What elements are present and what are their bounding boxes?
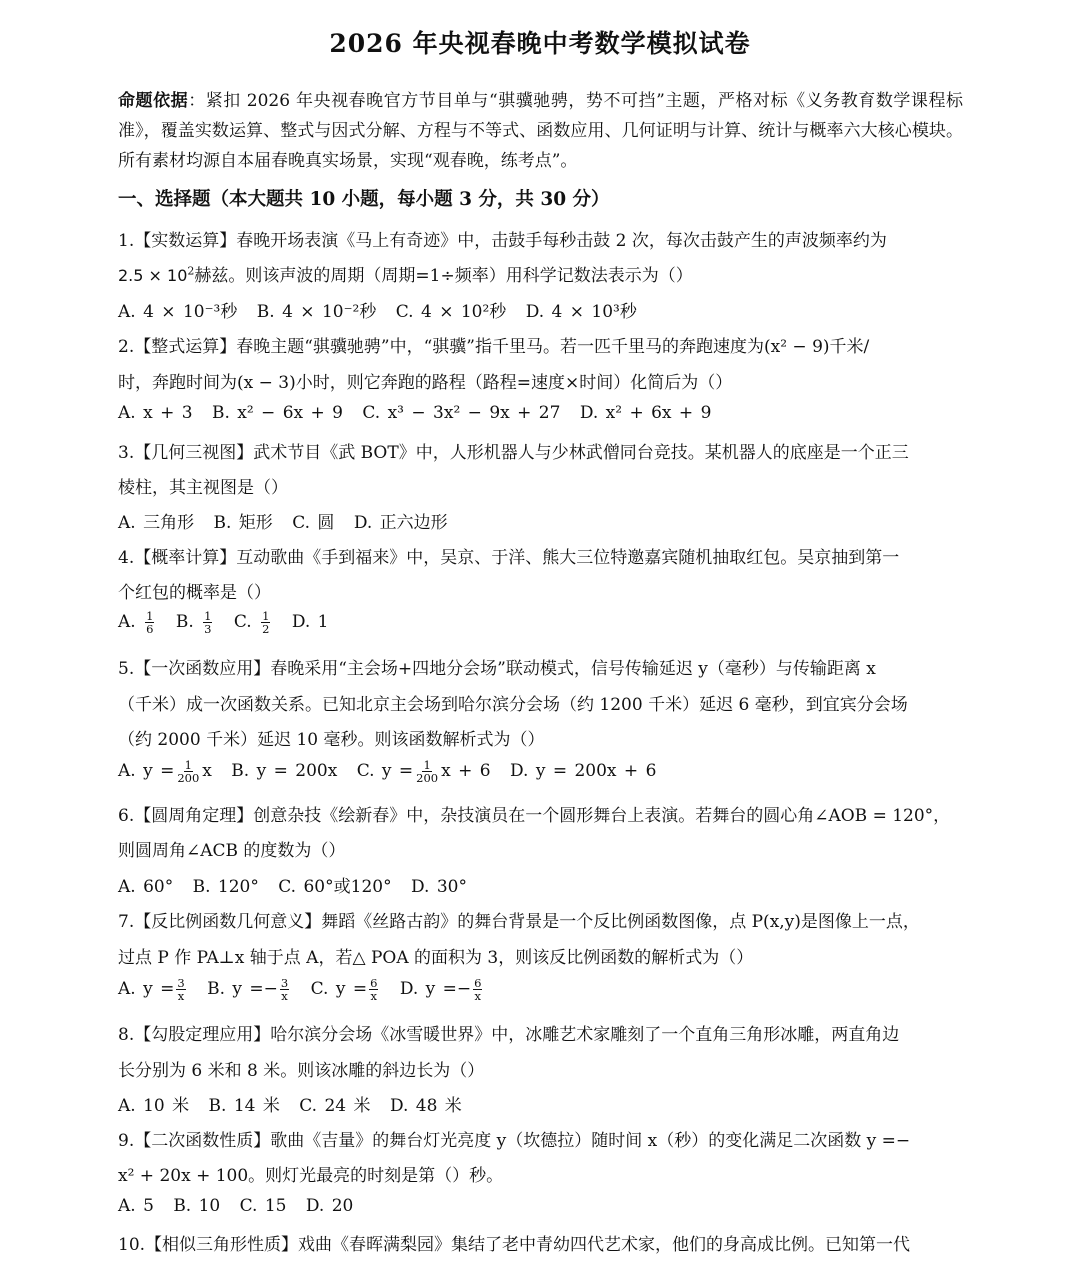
q6-line-1: 6.【圆周角定理】创意杂技《绘新春》中，杂技演员在一个圆形舞台上表演。若舞台的圆心角∠AOB = 120°，: [118, 806, 951, 826]
q10-line-1: 10.【相似三角形性质】戏曲《春晖满梨园》集结了老中青幼四代艺术家，他们的身高成比例。已知第一代: [118, 1235, 911, 1255]
q7-option-b: B. y =− $\frac{3}{x}$: [207, 976, 289, 1003]
q6-line-2: 则圆周角∠ACB 的度数为（）: [118, 841, 346, 861]
q3-option-b: B. 矩形: [213, 513, 273, 533]
q3-options: [118, 508, 460, 533]
q3-option-d: D. 正六边形: [353, 513, 448, 533]
q1-options: [118, 297, 649, 322]
q2-option-d: D. x² + 6x + 9: [579, 403, 712, 423]
q8-options: [118, 1091, 474, 1116]
q5-options: [118, 759, 668, 784]
intro-label: 命题依据: [118, 91, 189, 111]
q7-line-1: 7.【反比例函数几何意义】舞蹈《丝路古韵》的舞台背景是一个反比例函数图像，点 P(x,y)是图像上一点，: [118, 912, 920, 932]
q4-line-2: 个红包的概率是（）: [118, 583, 271, 603]
q4-b-fraction: $\frac{1}{3}$: [204, 609, 212, 636]
q5-c-fraction: $\frac{1}{200}$: [416, 758, 439, 785]
q7-option-a: A. y = $\frac{3}{x}$: [118, 976, 185, 1003]
q3-line-1: 3.【几何三视图】武术节目《武 BOT》中，人形机器人与少林武僧同台竞技。某机器人的底座是一个正三: [118, 443, 909, 463]
page-title: 2026 年央视春晚中考数学模拟试卷: [329, 29, 751, 58]
q5-option-c: C. y = $\frac{1}{200}$ x + 6: [356, 758, 491, 785]
q5-line-2: （千米）成一次函数关系。已知北京主会场到哈尔滨分会场（约 1200 千米）延迟 6 毫秒，到宜宾分会场: [118, 695, 908, 715]
q2-line-2: 时，奔跑时间为(x − 3)小时，则它奔跑的路程（路程=速度×时间）化简后为（）: [118, 373, 733, 393]
intro-paragraph: [118, 86, 963, 176]
q6-options: [118, 872, 479, 897]
q4-a-fraction: $\frac{1}{6}$: [146, 609, 154, 636]
q3-option-c: C. 圆: [292, 513, 335, 533]
q7-d-fraction: $\frac{6}{x}$: [474, 976, 482, 1003]
q9-option-b: B. 10: [173, 1196, 221, 1216]
q8-option-b: B. 14 米: [208, 1096, 280, 1116]
q4-line-1: 4.【概率计算】互动歌曲《手到福来》中，吴京、于洋、熊大三位特邀嘉宾随机抽取红包。吴京抽到第一: [118, 548, 900, 568]
q9-option-d: D. 20: [305, 1196, 354, 1216]
q6-option-a: A. 60°: [118, 877, 174, 897]
q2-line-1: 2.【整式运算】春晚主题“骐骥驰骋”中，“骐骥”指千里马。若一匹千里马的奔跑速度为(x² − 9)千米/: [118, 337, 870, 357]
q4-option-b: B. $\frac{1}{3}$: [175, 609, 212, 636]
q7-c-fraction: $\frac{6}{x}$: [370, 976, 378, 1003]
q6-option-d: D. 30°: [410, 877, 467, 897]
q6-option-b: B. 120°: [192, 877, 259, 897]
q4-options: [118, 610, 340, 635]
q5-line-3: （约 2000 千米）延迟 10 毫秒。则该函数解析式为（）: [118, 730, 545, 750]
q9-options: [118, 1196, 365, 1216]
q4-option-c: C. $\frac{1}{2}$: [233, 609, 270, 636]
q1-option-a: A. 4 × 10⁻³秒: [118, 302, 238, 322]
intro-text: ：紧扣 2026 年央视春晚官方节目单与“骐骥驰骋，势不可挡”主题，严格对标《义务教育数学课程标准》，覆盖实数运算、整式与因式分解、方程与不等式、函数应用、几何证明与计算、统计与概率六大核心模块。所有素材均源自本届春晚真实场景，实现“观春晚，练考点”。: [118, 91, 964, 171]
q7-option-c: C. y = $\frac{6}{x}$: [310, 976, 378, 1003]
q2-options: [118, 403, 723, 423]
q8-option-d: D. 48 米: [389, 1096, 462, 1116]
q4-option-a: A. $\frac{1}{6}$: [118, 609, 154, 636]
q9-option-c: C. 15: [239, 1196, 287, 1216]
q8-option-a: A. 10 米: [118, 1096, 190, 1116]
q2-option-c: C. x³ − 3x² − 9x + 27: [362, 403, 561, 423]
q7-line-2: 过点 P 作 PA⊥x 轴于点 A，若△ POA 的面积为 3，则该反比例函数的解析式为（）: [118, 948, 754, 968]
q5-option-d: D. y = 200x + 6: [510, 761, 657, 781]
q5-option-a: A. y = $\frac{1}{200}$ x: [118, 758, 212, 785]
q1-option-c: C. 4 × 10²秒: [395, 302, 507, 322]
q5-option-b: B. y = 200x: [231, 761, 338, 781]
q5-a-fraction: $\frac{1}{200}$: [177, 758, 200, 785]
q2-option-b: B. x² − 6x + 9: [211, 403, 343, 423]
q4-c-fraction: $\frac{1}{2}$: [262, 609, 270, 636]
q1-option-d: D. 4 × 10³秒: [525, 302, 637, 322]
q8-option-c: C. 24 米: [299, 1096, 371, 1116]
q7-options: [118, 977, 496, 1002]
q4-option-d: D. 1: [291, 612, 329, 632]
section-title: 一、选择题（本大题共 10 小题，每小题 3 分，共 30 分）: [118, 189, 610, 210]
q2-option-a: A. x + 3: [118, 403, 193, 423]
q1-option-b: B. 4 × 10⁻²秒: [256, 302, 377, 322]
q9-option-a: A. 5: [118, 1196, 154, 1216]
q1-line-1: 1.【实数运算】春晚开场表演《马上有奇迹》中，击鼓手每秒击鼓 2 次，每次击鼓产生的声波频率约为: [118, 231, 887, 251]
q9-line-1: 9.【二次函数性质】歌曲《吉量》的舞台灯光亮度 y（坎德拉）随时间 x（秒）的变化满足二次函数 y =−: [118, 1131, 911, 1151]
q8-line-2: 长分别为 6 米和 8 米。则该冰雕的斜边长为（）: [118, 1061, 485, 1081]
q8-line-1: 8.【勾股定理应用】哈尔滨分会场《冰雪暖世界》中，冰雕艺术家雕刻了一个直角三角形冰雕，两直角边: [118, 1025, 900, 1045]
q7-a-fraction: $\frac{3}{x}$: [177, 976, 185, 1003]
q7-option-d: D. y =− $\frac{6}{x}$: [399, 976, 482, 1003]
q3-option-a: A. 三角形: [118, 513, 195, 533]
q9-line-2: x² + 20x + 100。则灯光最亮的时刻是第（）秒。: [118, 1166, 504, 1186]
q6-option-c: C. 60°或120°: [278, 877, 392, 897]
q3-line-2: 棱柱，其主视图是（）: [118, 478, 288, 498]
q5-line-1: 5.【一次函数应用】春晚采用“主会场+四地分会场”联动模式，信号传输延迟 y（毫秒）与传输距离 x: [118, 659, 876, 679]
q7-b-fraction: $\frac{3}{x}$: [280, 976, 289, 1003]
q1-line-2: $2.5 \times 10^2$赫兹。则该声波的周期（周期=1÷频率）用科学记数法表示为（）: [118, 264, 693, 286]
